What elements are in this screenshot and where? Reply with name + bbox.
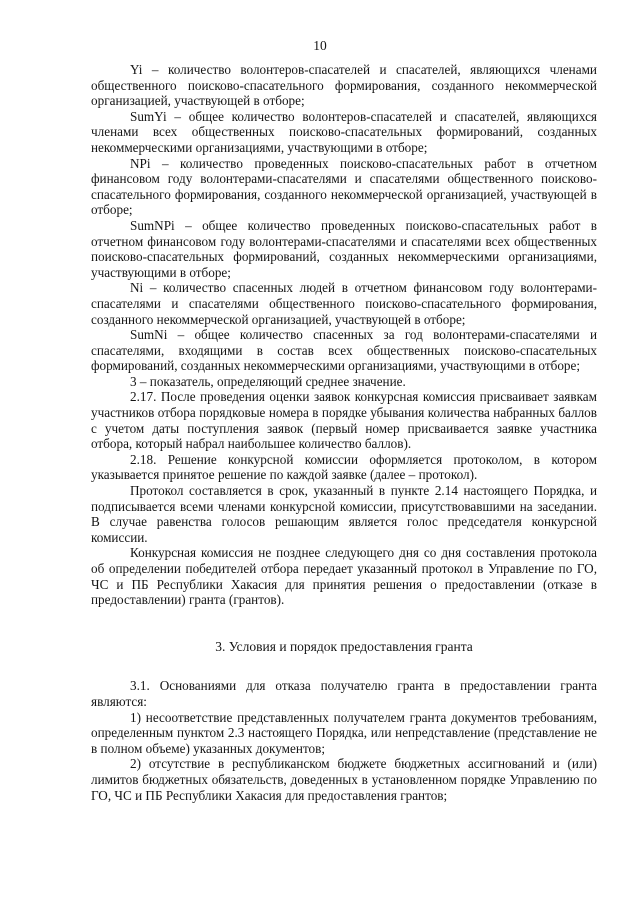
paragraph-sumni: SumNi – общее количество спасенных за год волонтерами-спасателями и спасателями, входящими в состав всех общественных поисково-спасательных формирований, созданных некоммерческими организациями, участвующими в отборе; <box>91 327 597 374</box>
paragraph-commission: Конкурсная комиссия не позднее следующего дня со дня составления протокола об определении победителей отбора передает указанный протокол в Управление по ГО, ЧС и ПБ Республики Хакасия для принятия решения о предоставлении (отказе в предоставлении) гранта (грантов). <box>91 545 597 608</box>
section-heading: 3. Условия и порядок предоставления гранта <box>215 638 473 654</box>
paragraph-3-1-item-2: 2) отсутствие в республиканском бюджете бюджетных ассигнований и (или) лимитов бюджетных обязательств, доведенных в установленном порядке Управлению по ГО, ЧС и ПБ Республики Хакасия для предоставления грантов; <box>91 756 597 803</box>
paragraph-sumnpi: SumNPi – общее количество проведенных поисково-спасательных работ в отчетном финансовом году волонтерами-спасателями и спасателями всех общественных поисково-спасательных формирований, созданных некоммерческими организациями, участвующими в отборе; <box>91 217 597 280</box>
page-number: 10 <box>313 38 327 53</box>
paragraph-sumyi: SumYi – общее количество волонтеров-спасателей и спасателей, являющихся членами всех общественных поисково-спасательных формирований, созданных некоммерческими организациями, участвующими в отборе; <box>91 108 597 155</box>
paragraph-2-18: 2.18. Решение конкурсной комиссии оформляется протоколом, в котором указывается принятое решение по каждой заявке (далее – протокол). <box>91 451 597 483</box>
paragraph-yi: Yi – количество волонтеров-спасателей и спасателей, являющихся членами общественного поисково-спасательного формирования, созданного некоммерческой организацией, участвующей в отборе; <box>91 62 597 109</box>
paragraph-ni: Ni – количество спасенных людей в отчетном финансовом году волонтерами-спасателями и спасателями общественного поисково-спасательного формирования, созданного некоммерческой организацией, участвующей в отборе; <box>91 280 597 327</box>
document-body <box>91 62 597 803</box>
paragraph-protocol: Протокол составляется в срок, указанный в пункте 2.14 настоящего Порядка, и подписывается всеми членами конкурсной комиссии, присутствовавшими на заседании. В случае равенства голосов решающим является голос председателя конкурсной комиссии. <box>91 483 597 545</box>
paragraph-average: 3 – показатель, определяющий среднее значение. <box>130 373 406 389</box>
paragraph-3-1: 3.1. Основаниями для отказа получателю гранта в предоставлении гранта являются: <box>91 678 597 709</box>
paragraph-2-17: 2.17. После проведения оценки заявок конкурсная комиссия присваивает заявкам участников отбора порядковые номера в порядке убывания количества набранных баллов с учетом даты поступления заявок (первый номер присваивается заявке участника отбора, который набрал наибольшее количество баллов). <box>91 389 597 452</box>
paragraph-3-1-item-1: 1) несоответствие представленных получателем гранта документов требованиям, определенным пунктом 2.3 настоящего Порядка, или непредставление (представление не в полном объеме) указанных документов; <box>91 709 597 756</box>
paragraph-npi: NPi – количество проведенных поисково-спасательных работ в отчетном финансовом году волонтерами-спасателями и спасателями общественного поисково-спасательного формирования, созданного некоммерческой организацией, участвующей в отборе; <box>91 155 597 218</box>
